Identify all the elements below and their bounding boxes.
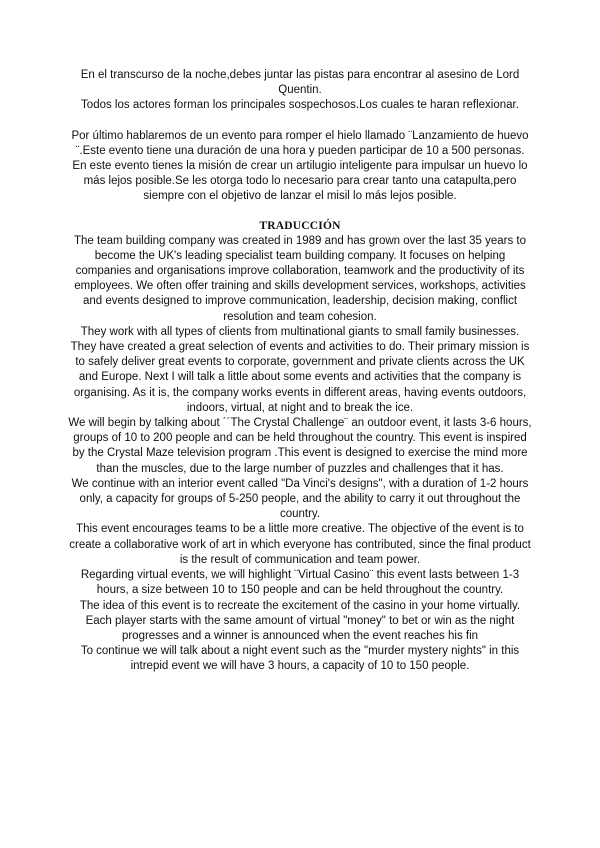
paragraph-es-1: En el transcurso de la noche,debes juntar las pistas para encontrar al asesino de Lord Quentin. (80, 69, 520, 97)
paragraph-en-1: The team building company was created in 1989 and has grown over the last 35 years to become the UK's leading specialist team building company. It focuses on helping companies and organisations improve collaboration, teamwork and the productivity of its employees. We often offer training and skills development services, workshops, activities and events designed to improve communication, leadership, decision making, conflict resolution and team cohesion. (74, 234, 526, 323)
paragraph-en-6: Regarding virtual events, we will highlight ¨Virtual Casino¨ this event lasts between 1-3 hours, a size between 10 to 150 people and can be held throughout the country. (80, 569, 520, 597)
paragraph-en-3: We will begin by talking about ´´The Crystal Challenge¨ an outdoor event, it lasts 3-6 hours, groups of 10 to 200 people and can be held throughout the country. This event is inspired by the Crystal Maze television program .This event is designed to exercise the mind more than the muscles, due to the large number of puzzles and challenges that it has. (68, 417, 532, 475)
paragraph-es-4: En este evento tienes la misión de crear un artilugio inteligente para impulsar un huevo lo más lejos posible.Se les otorga todo lo necesario para crear tanto una catapulta,pero siempre con el objetivo de lanzar el misil lo más lejos posible. (72, 160, 528, 203)
paragraph-spacer (68, 114, 532, 129)
paragraph-en-8: To continue we will talk about a night event such as the "murder mystery nights" in this intrepid event we will have 3 hours, a capacity of 10 to 150 people. (80, 645, 520, 673)
document-body (68, 68, 532, 675)
paragraph-es-2: Todos los actores forman los principales sospechosos.Los cuales te haran reflexionar. (81, 99, 519, 112)
paragraph-en-2: They work with all types of clients from multinational giants to small family businesses. They have created a great selection of events and activities to do. Their primary mission is to safely deliver great events to corporate, government and private clients across the UK and Europe. Next I will talk a little about some events and activities that the company is organising. As it is, the company works events in different areas, having events outdoors, indoors, virtual, at night and to break the ice. (70, 325, 530, 414)
paragraph-spacer (68, 205, 532, 219)
paragraph-en-5: This event encourages teams to be a little more creative. The objective of the event is to create a collaborative work of art in which everyone has contributed, since the final product is the result of communication and team power. (69, 523, 531, 566)
paragraph-es-3: Por último hablaremos de un evento para romper el hielo llamado ¨Lanzamiento de huevo ¨.Este evento tiene una duración de una hora y pueden participar de 10 a 500 personas. (71, 129, 529, 157)
paragraph-en-7: The idea of this event is to recreate the excitement of the casino in your home virtually. Each player starts with the same amount of virtual "money" to bet or win as the night progresses and a winner is announced when the event reaches his fin (79, 599, 521, 642)
translation-heading: TRADUCCIÓN (259, 219, 341, 232)
paragraph-en-4: We continue with an interior event called "Da Vinci's designs", with a duration of 1-2 hours only, a capacity for groups of 5-250 people, and the ability to carry it out throughout the country. (71, 477, 529, 521)
